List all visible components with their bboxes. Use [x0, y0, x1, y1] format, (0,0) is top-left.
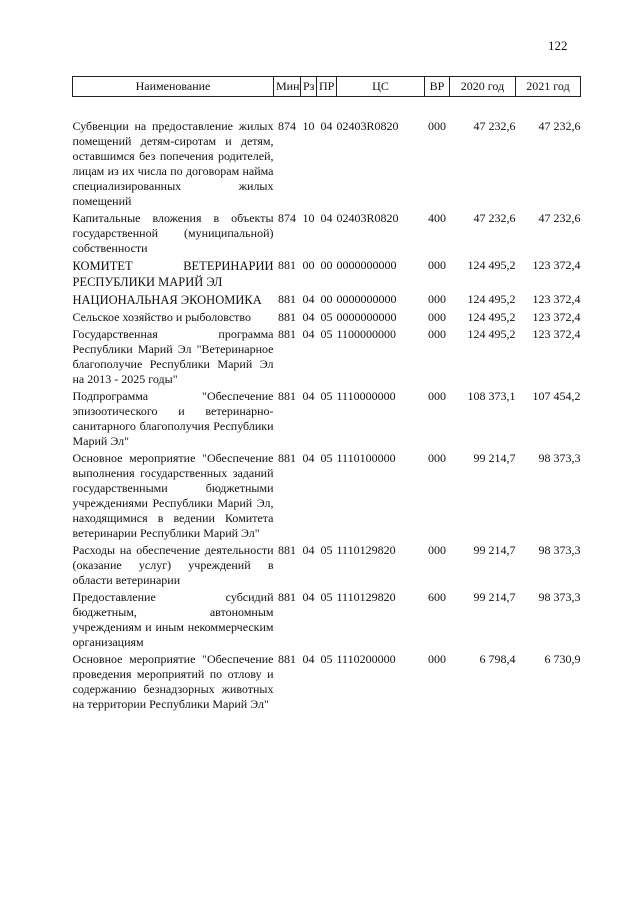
- header-2020: 2020 год: [450, 77, 516, 97]
- cell-vr: 000: [428, 310, 446, 324]
- cell-min: 881: [278, 310, 296, 324]
- cell-rz: 10: [302, 119, 315, 133]
- cell-min: 881: [278, 327, 296, 341]
- cell-pr: 04: [320, 119, 333, 133]
- table-row: [73, 652, 581, 714]
- cell-rz: 04: [302, 652, 315, 666]
- cell-y2021: 98 373,3: [538, 590, 581, 604]
- cell-cs: 0000000000: [336, 292, 397, 306]
- cell-rz: 04: [302, 310, 315, 324]
- cell-pr: 05: [320, 389, 333, 403]
- cell-y2020: 47 232,6: [473, 211, 516, 225]
- table-row: [73, 389, 581, 451]
- cell-name: Капитальные вложения в объекты государственной (муниципальной) собственности: [72, 211, 274, 255]
- cell-pr: 05: [320, 327, 333, 341]
- cell-y2021: 98 373,3: [538, 543, 581, 557]
- cell-name: КОМИТЕТ ВЕТЕРИНАРИИ РЕСПУБЛИКИ МАРИЙ ЭЛ: [72, 259, 274, 289]
- cell-vr: 000: [428, 543, 446, 557]
- cell-pr: 00: [320, 292, 333, 306]
- cell-pr: 05: [320, 543, 333, 557]
- cell-name: Расходы на обеспечение деятельности (оказание услуг) учреждений в области ветеринарии: [72, 543, 274, 587]
- cell-y2020: 47 232,6: [473, 119, 516, 133]
- cell-y2020: 99 214,7: [473, 543, 516, 557]
- cell-pr: 05: [320, 310, 333, 324]
- cell-y2021: 98 373,3: [538, 451, 581, 465]
- cell-name: Основное мероприятие "Обеспечение проведения мероприятий по отлову и содержанию безнадзорных животных на территории Республики Марий Эл": [72, 652, 274, 711]
- table-body: [73, 97, 581, 715]
- cell-y2021: 47 232,6: [538, 211, 581, 225]
- cell-cs: 1110100000: [336, 451, 396, 465]
- cell-cs: 1110129820: [336, 543, 396, 557]
- cell-vr: 000: [428, 292, 446, 306]
- table-row: [73, 310, 581, 327]
- cell-min: 881: [278, 652, 296, 666]
- cell-y2021: 123 372,4: [532, 327, 581, 341]
- cell-rz: 10: [302, 211, 315, 225]
- cell-name: Основное мероприятие "Обеспечение выполнения государственных заданий государственными бюджетными учреждениями Республики Марий Эл, находящимися в ведении Комитета ветеринарии Республики Марий Эл": [72, 451, 274, 540]
- cell-rz: 04: [302, 451, 315, 465]
- cell-cs: 1110000000: [336, 389, 396, 403]
- cell-rz: 04: [302, 543, 315, 557]
- cell-rz: 04: [302, 389, 315, 403]
- cell-y2020: 99 214,7: [473, 451, 516, 465]
- cell-pr: 05: [320, 652, 333, 666]
- cell-y2021: 6 730,9: [544, 652, 581, 666]
- cell-y2021: 107 454,2: [532, 389, 581, 403]
- header-cs: ЦС: [337, 77, 425, 97]
- cell-y2020: 124 495,2: [467, 310, 516, 324]
- cell-pr: 05: [320, 590, 333, 604]
- cell-y2020: 108 373,1: [467, 389, 516, 403]
- cell-y2021: 47 232,6: [538, 119, 581, 133]
- cell-vr: 000: [428, 389, 446, 403]
- cell-min: 874: [278, 119, 296, 133]
- cell-pr: 00: [320, 258, 333, 272]
- cell-y2021: 123 372,4: [532, 310, 581, 324]
- cell-y2021: 123 372,4: [532, 292, 581, 306]
- table-row: [73, 451, 581, 543]
- cell-cs: 02403R0820: [336, 211, 399, 225]
- cell-name: Сельское хозяйство и рыболовство: [72, 310, 252, 324]
- cell-cs: 0000000000: [336, 310, 397, 324]
- cell-vr: 000: [428, 327, 446, 341]
- header-pr: ПР: [317, 77, 337, 97]
- page-number: 122: [548, 38, 568, 53]
- cell-vr: 400: [428, 211, 446, 225]
- cell-y2021: 123 372,4: [532, 258, 581, 272]
- cell-min: 881: [278, 451, 296, 465]
- cell-min: 881: [278, 258, 296, 272]
- cell-name: Субвенции на предоставление жилых помещений детям-сиротам и детям, оставшимся без попечения родителей, лицам из их числа по договорам найма специализированных жилых помещений: [72, 119, 274, 208]
- cell-pr: 04: [320, 211, 333, 225]
- cell-y2020: 99 214,7: [473, 590, 516, 604]
- header-vr: ВР: [425, 77, 450, 97]
- cell-y2020: 124 495,2: [467, 292, 516, 306]
- cell-name: Предоставление субсидий бюджетным, автономным учреждениям и иным некоммерческим организациям: [72, 590, 274, 649]
- cell-y2020: 124 495,2: [467, 258, 516, 272]
- table-row: [73, 292, 581, 310]
- cell-cs: 1100000000: [336, 327, 397, 341]
- cell-vr: 000: [428, 451, 446, 465]
- cell-min: 881: [278, 292, 296, 306]
- cell-name: Государственная программа Республики Марий Эл "Ветеринарное благополучие Республики Марий Эл на 2013 - 2025 годы": [72, 327, 274, 386]
- table-row: [73, 211, 581, 258]
- header-rz: Рз: [301, 77, 317, 97]
- cell-min: 881: [278, 590, 296, 604]
- table-header-row: [73, 77, 581, 97]
- cell-min: 874: [278, 211, 296, 225]
- cell-y2020: 6 798,4: [479, 652, 516, 666]
- budget-table: [72, 76, 581, 714]
- cell-min: 881: [278, 543, 296, 557]
- cell-cs: 1110129820: [336, 590, 396, 604]
- cell-pr: 05: [320, 451, 333, 465]
- cell-name: Подпрограмма "Обеспечение эпизоотического и ветеринарно-санитарного благополучия Республики Марий Эл": [72, 389, 274, 448]
- cell-rz: 00: [302, 258, 315, 272]
- table-row: [73, 97, 581, 212]
- header-2021: 2021 год: [516, 77, 581, 97]
- cell-rz: 04: [302, 292, 315, 306]
- table-row: [73, 590, 581, 652]
- cell-cs: 02403R0820: [336, 119, 399, 133]
- cell-rz: 04: [302, 590, 315, 604]
- cell-min: 881: [278, 389, 296, 403]
- table-row: [73, 327, 581, 389]
- cell-vr: 000: [428, 258, 446, 272]
- table-row: [73, 543, 581, 590]
- cell-y2020: 124 495,2: [467, 327, 516, 341]
- cell-cs: 0000000000: [336, 258, 397, 272]
- cell-vr: 600: [428, 590, 446, 604]
- cell-name: НАЦИОНАЛЬНАЯ ЭКОНОМИКА: [72, 293, 262, 307]
- cell-vr: 000: [428, 652, 446, 666]
- header-min: Мин: [274, 77, 301, 97]
- table-row: [73, 258, 581, 292]
- cell-vr: 000: [428, 119, 446, 133]
- header-name: Наименование: [73, 77, 274, 97]
- cell-cs: 1110200000: [336, 652, 396, 666]
- cell-rz: 04: [302, 327, 315, 341]
